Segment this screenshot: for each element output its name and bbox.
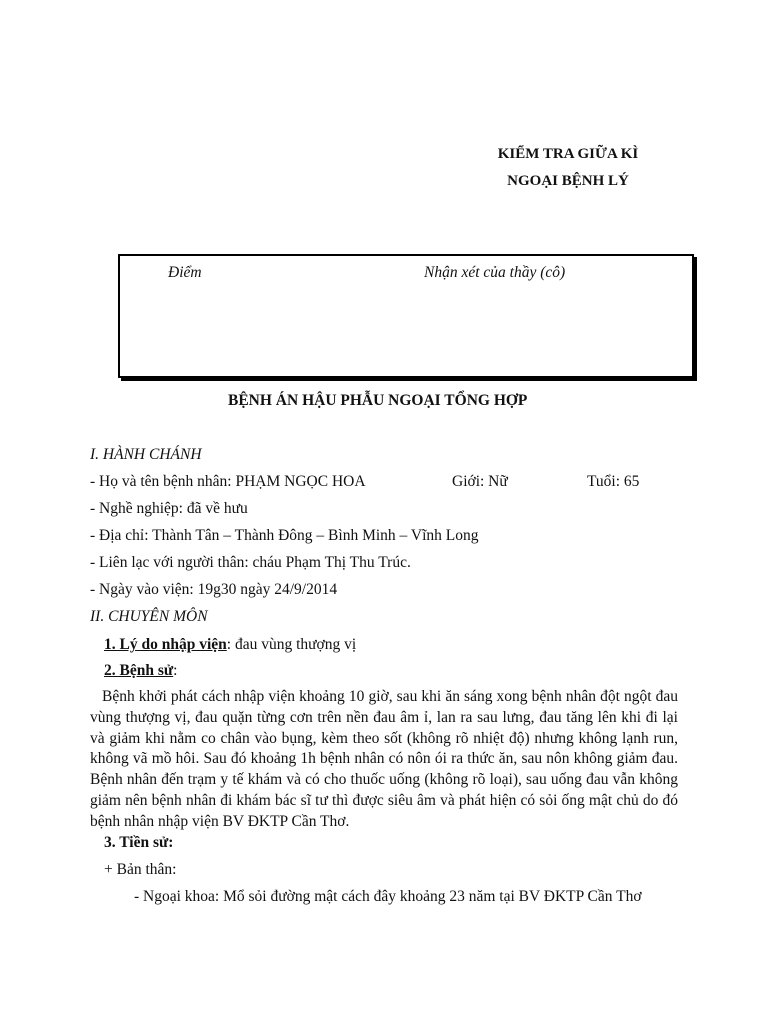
personal-history-label: + Bản thân: [104,861,177,878]
section2-heading: II. CHUYÊN MÔN [90,608,208,625]
admission-reason [104,636,356,654]
patient-gender: Giới: Nữ [452,473,508,490]
admission-reason-label: 1. Lý do nhập viện [104,636,227,653]
patient-age: Tuổi: 65 [587,473,640,490]
history-heading [104,662,177,680]
history-colon: : [173,662,178,679]
score-label: Điểm [168,264,202,281]
past-history-heading: 3. Tiền sử: [104,834,174,851]
history-label: 2. Bệnh sử [104,662,174,679]
section1-heading: I. HÀNH CHÁNH [90,446,202,463]
grade-box [118,254,694,378]
admission-reason-value: : đau vùng thượng vị [226,636,357,653]
relative-contact: - Liên lạc với người thân: cháu Phạm Thị Thu Trúc. [90,554,411,571]
exam-title: KIỂM TRA GIỮA KÌ [497,146,639,162]
teacher-comment-label: Nhận xét của thầy (cô) [424,264,566,281]
patient-address: - Địa chỉ: Thành Tân – Thành Đông – Bình Minh – Vĩnh Long [90,527,479,544]
admission-date: - Ngày vào viện: 19g30 ngày 24/9/2014 [90,581,338,598]
patient-name: - Họ và tên bệnh nhân: PHẠM NGỌC HOA [90,473,366,490]
subject-title: NGOẠI BỆNH LÝ [507,173,629,189]
document-title: BỆNH ÁN HẬU PHẪU NGOẠI TỔNG HỢP [228,392,528,409]
patient-occupation: - Nghề nghiệp: đã về hưu [90,500,248,517]
surgical-history-line: - Ngoại khoa: Mổ sỏi đường mật cách đây khoảng 23 năm tại BV ĐKTP Cần Thơ [134,888,642,905]
history-paragraph: Bệnh khởi phát cách nhập viện khoảng 10 giờ, sau khi ăn sáng xong bệnh nhân đột ngột đau vùng thượng vị, đau quặn từng cơn trên nền đau âm ỉ, lan ra sau lưng, đau tăng lên khi đi lại và giảm khi nằm co chân vào bụng, kèm theo sốt (không rõ nhiệt độ) nhưng không lạnh run, không vã mồ hôi. Sau đó khoảng 1h bệnh nhân có nôn ói ra thức ăn, sau nôn không giảm đau. Bệnh nhân đến trạm y tế khám và có cho thuốc uống (không rõ loại), sau uống đau vẫn không giảm nên bệnh nhân đi khám bác sĩ tư thì được siêu âm và phát hiện có sỏi ống mật chủ do đó bệnh nhân nhập viện BV ĐKTP Cần Thơ. [90,688,678,830]
